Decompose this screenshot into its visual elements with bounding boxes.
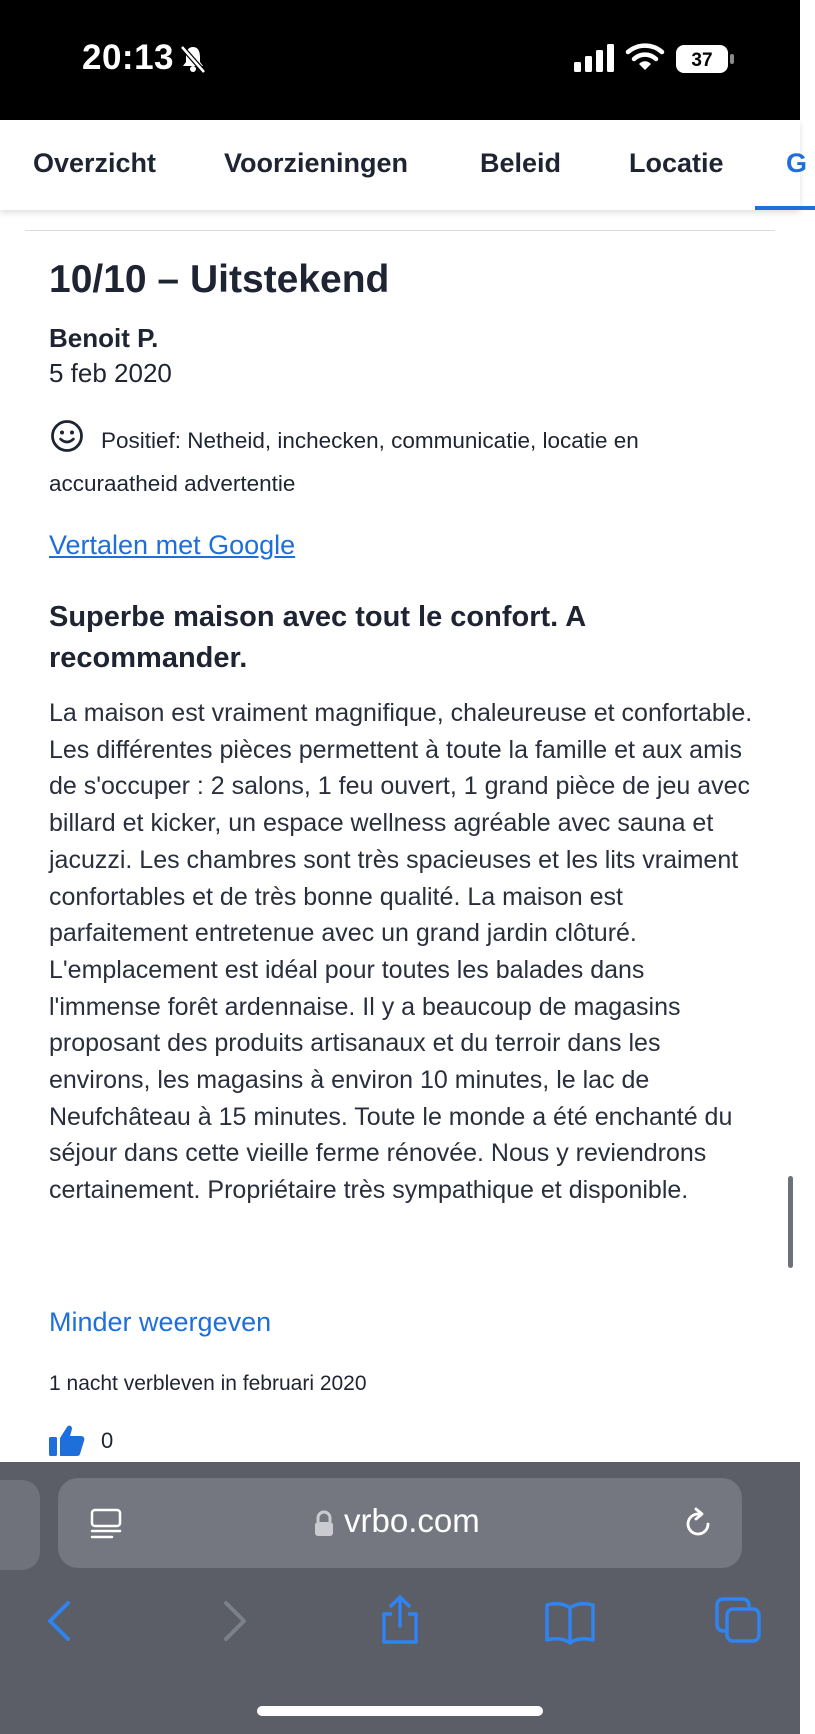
status-time: 20:13 bbox=[82, 38, 175, 77]
review-date: 5 feb 2020 bbox=[49, 358, 172, 388]
forward-icon[interactable] bbox=[220, 1599, 250, 1643]
show-less-button[interactable]: Minder weergeven bbox=[49, 1307, 272, 1337]
like-count: 0 bbox=[101, 1428, 114, 1453]
battery-level: 37 bbox=[691, 50, 713, 71]
signal-icon bbox=[574, 44, 616, 72]
section-tabs bbox=[0, 120, 808, 210]
reload-icon[interactable] bbox=[680, 1506, 716, 1542]
browser-toolbar bbox=[0, 1462, 800, 1734]
tabs-icon[interactable] bbox=[714, 1596, 762, 1644]
bell-slash-icon bbox=[178, 44, 208, 74]
smile-icon bbox=[50, 419, 84, 453]
stay-info: 1 nacht verbleven in februari 2020 bbox=[49, 1372, 367, 1395]
translate-with-google-link[interactable]: Vertalen met Google bbox=[49, 530, 296, 560]
status-bar bbox=[0, 0, 800, 120]
reviewer-name: Benoit P. bbox=[49, 323, 159, 353]
battery-icon bbox=[676, 45, 734, 73]
scrollbar[interactable] bbox=[788, 1176, 793, 1268]
reader-icon[interactable] bbox=[90, 1508, 124, 1542]
tab-overzicht[interactable]: Overzicht bbox=[33, 148, 157, 178]
bookmarks-icon[interactable] bbox=[544, 1600, 596, 1644]
tab-voorzieningen[interactable]: Voorzieningen bbox=[224, 148, 409, 178]
tab-locatie[interactable]: Locatie bbox=[629, 148, 724, 178]
previous-tab-preview[interactable] bbox=[0, 1480, 40, 1570]
active-tab-indicator bbox=[755, 206, 815, 210]
thumbs-up-icon[interactable] bbox=[49, 1424, 85, 1456]
url-text[interactable]: vrbo.com bbox=[344, 1502, 480, 1539]
review-headline: Superbe maison avec tout le confort. A recommander. bbox=[49, 601, 586, 674]
lock-icon bbox=[314, 1511, 334, 1537]
back-icon[interactable] bbox=[44, 1599, 74, 1643]
divider bbox=[25, 230, 775, 231]
tab-beleid[interactable]: Beleid bbox=[480, 148, 562, 178]
home-indicator bbox=[257, 1706, 543, 1716]
share-icon[interactable] bbox=[378, 1594, 422, 1646]
review-body: La maison est vraiment magnifique, chaleureuse et confortable. Les différentes pièces permettent à toute la famille et aux amis de s'occuper : 2 salons, 1 feu ouvert, 1 grand pièce de jeu avec billard et kicker, un espace wellness agréable avec sauna et jacuzzi. Les chambres sont très spacieuses et les lits vraiment confortables et de très bonne qualité. La maison est parfaitement entretenue avec un grand jardin clôturé. L'emplacement est idéal pour toutes les balades dans l'immense forêt ardennaise. Il y a beaucoup de magasins proposant des produits artisanaux et du terroir dans les environs, les magasins à environ 10 minutes, le lac de Neufchâteau à 15 minutes. Toute le monde a été enchanté du séjour dans cette vieille ferme rénovée. Nous y reviendrons certainement. Propriétaire très sympathique et disponible. bbox=[49, 699, 753, 1205]
review-rating-title: 10/10 – Uitstekend bbox=[49, 258, 390, 301]
wifi-icon bbox=[626, 42, 664, 72]
tab-reviews-active[interactable]: G bbox=[786, 148, 808, 178]
review-positives: Positief: Netheid, inchecken, communicatie, locatie en accuraatheid advertentie bbox=[49, 428, 639, 496]
